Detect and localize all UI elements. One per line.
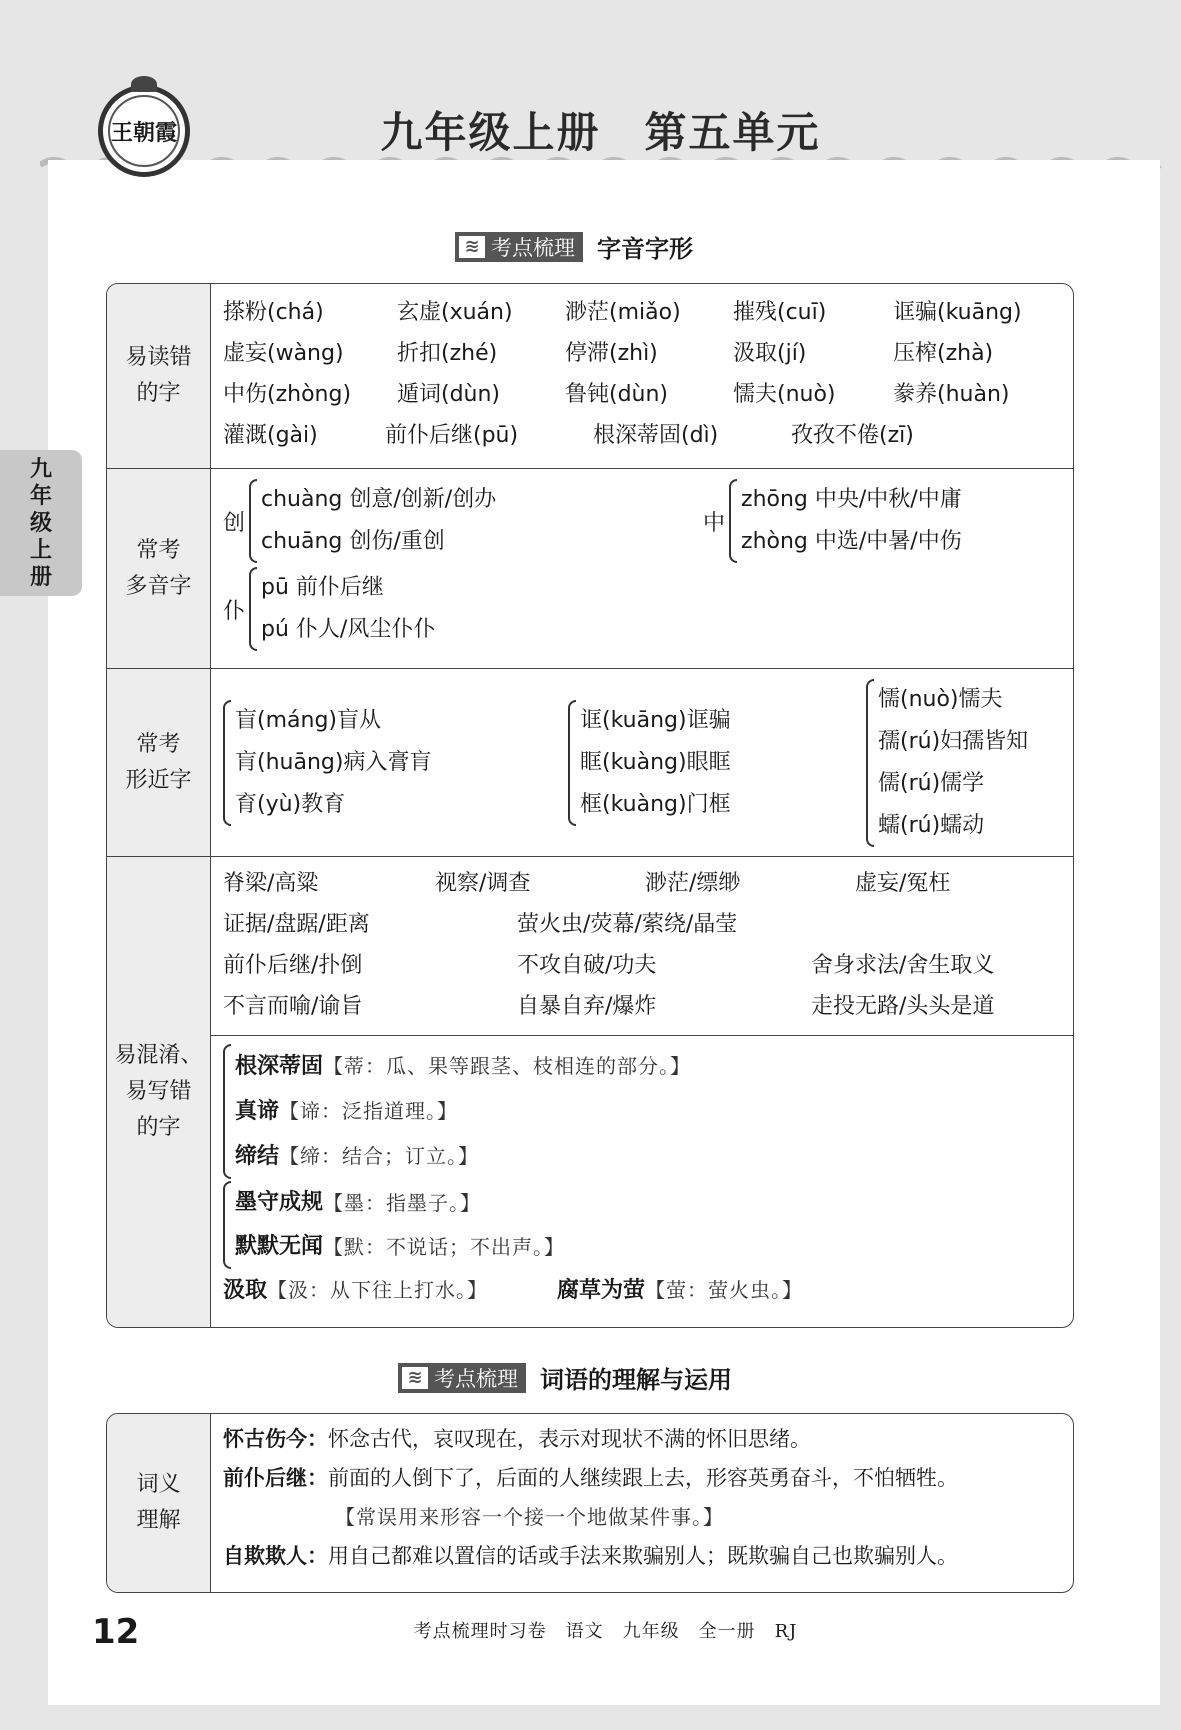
confusing-list xyxy=(211,857,1073,1327)
note-group: 墨守成规 【墨：指墨子。】 默默无闻 【默：不说话；不出声。】 xyxy=(223,1181,1061,1269)
word-meaning-list xyxy=(211,1414,1073,1592)
section-badge: ≋ 考点梳理 xyxy=(398,1363,526,1393)
polyphone-group: 创 chuàng 创意/创新/创办 chuāng 创伤/重创 xyxy=(223,479,703,563)
brace-icon xyxy=(249,479,257,563)
row-label: 常考 形近字 xyxy=(107,669,211,856)
row-confusing xyxy=(107,857,1073,1327)
brace-icon xyxy=(223,1044,231,1179)
wave-lines-icon: ≋ xyxy=(402,1367,428,1389)
similar-group: 懦(nuò)懦夫 孺(rú)妇孺皆知 儒(rú)儒学 蠕(rú)蠕动 xyxy=(866,679,1028,847)
brace-icon xyxy=(568,700,576,826)
similar-group: 盲(máng)盲从 肓(huāng)病入膏肓 育(yù)教育 xyxy=(223,700,568,826)
list-item: 前仆后继： 前面的人倒下了，后面的人继续跟上去，形容英勇奋斗，不怕牺牲。 xyxy=(223,1466,958,1490)
similar-list xyxy=(211,669,1073,856)
logo-text: 王朝霞 xyxy=(108,95,180,167)
row-label: 词义 理解 xyxy=(107,1414,211,1592)
word-meaning-table xyxy=(106,1413,1074,1593)
pronunciation-table xyxy=(106,283,1074,1328)
brace-icon xyxy=(729,479,737,563)
similar-group: 诓(kuāng)诓骗 眶(kuàng)眼眶 框(kuàng)门框 xyxy=(568,700,866,826)
page-number: 12 xyxy=(92,1612,140,1652)
polyphone-list xyxy=(211,469,1073,668)
row-label: 易读错 的字 xyxy=(107,284,211,468)
polyphone-group: 中 zhōng 中央/中秋/中庸 zhòng 中选/中暑/中伤 xyxy=(703,479,962,563)
list-item: 虚妄(wàng) 折扣(zhé) 停滞(zhì) 汲取(jí) 压榨(zhà) xyxy=(223,341,994,366)
page-title: 九年级上册 第五单元 xyxy=(380,108,821,157)
crown-icon xyxy=(131,76,157,92)
list-item: 怀古伤今： 怀念古代，哀叹现在，表示对现状不满的怀旧思绪。 xyxy=(223,1427,811,1451)
brace-icon xyxy=(223,700,231,826)
section-header-words xyxy=(398,1360,732,1395)
section-title: 词语的理解与运用 xyxy=(540,1366,732,1394)
row-label: 易混淆、 易写错 的字 xyxy=(107,857,211,1327)
row-label: 常考 多音字 xyxy=(107,469,211,668)
section-header-pronunciation xyxy=(455,229,693,264)
polyphone-group: 仆 pū 前仆后继 pú 仆人/风尘仆仆 xyxy=(223,567,1061,651)
row-polyphone xyxy=(107,469,1073,669)
list-item: 脊梁/高粱 视察/调查 渺茫/缥缈 虚妄/冤枉 xyxy=(223,871,951,896)
list-item: 【常误用来形容一个接一个地做某件事。】 xyxy=(335,1505,724,1529)
brace-icon xyxy=(223,1181,231,1269)
brace-icon xyxy=(249,567,257,651)
list-item: 灌溉(gài) 前仆后继(pū) 根深蒂固(dì) 孜孜不倦(zī) xyxy=(223,423,914,448)
side-tab[interactable]: 九 年 级 上 册 xyxy=(0,450,82,596)
list-item: 前仆后继/扑倒 不攻自破/功夫 舍身求法/舍生取义 xyxy=(223,953,995,978)
section-badge: ≋ 考点梳理 xyxy=(455,232,583,262)
row-easy-misread xyxy=(107,284,1073,469)
list-item: 不言而喻/谕旨 自暴自弃/爆炸 走投无路/头头是道 xyxy=(223,994,995,1019)
row-similar-chars xyxy=(107,669,1073,857)
list-item: 证据/盘踞/距离 萤火虫/荧幕/萦绕/晶莹 xyxy=(223,912,738,937)
note-group: 根深蒂固 【蒂：瓜、果等跟茎、枝相连的部分。】 真谛 【谛：泛指道理。】 缔结 【缔：结合；订立。】 xyxy=(223,1044,1061,1179)
divider xyxy=(211,1035,1073,1036)
section-title: 字音字形 xyxy=(597,235,693,263)
misread-list xyxy=(211,284,1073,468)
list-item: 搽粉(chá) 玄虚(xuán) 渺茫(miǎo) 摧残(cuī) 诓骗(kuāng) xyxy=(223,300,1022,325)
list-item: 中伤(zhòng) 遁词(dùn) 鲁钝(dùn) 懦夫(nuò) 豢养(huàn) xyxy=(223,382,1010,407)
footer-text: 考点梳理时习卷 语文 九年级 全一册 RJ xyxy=(413,1621,798,1642)
wave-lines-icon: ≋ xyxy=(459,236,485,258)
brace-icon xyxy=(866,679,874,847)
row-word-meaning xyxy=(107,1414,1073,1592)
list-item: 汲取【汲：从下往上打水。】 腐草为萤【萤：萤火虫。】 xyxy=(223,1278,804,1303)
list-item: 自欺欺人： 用自己都难以置信的话或手法来欺骗别人；既欺骗自己也欺骗别人。 xyxy=(223,1544,958,1568)
